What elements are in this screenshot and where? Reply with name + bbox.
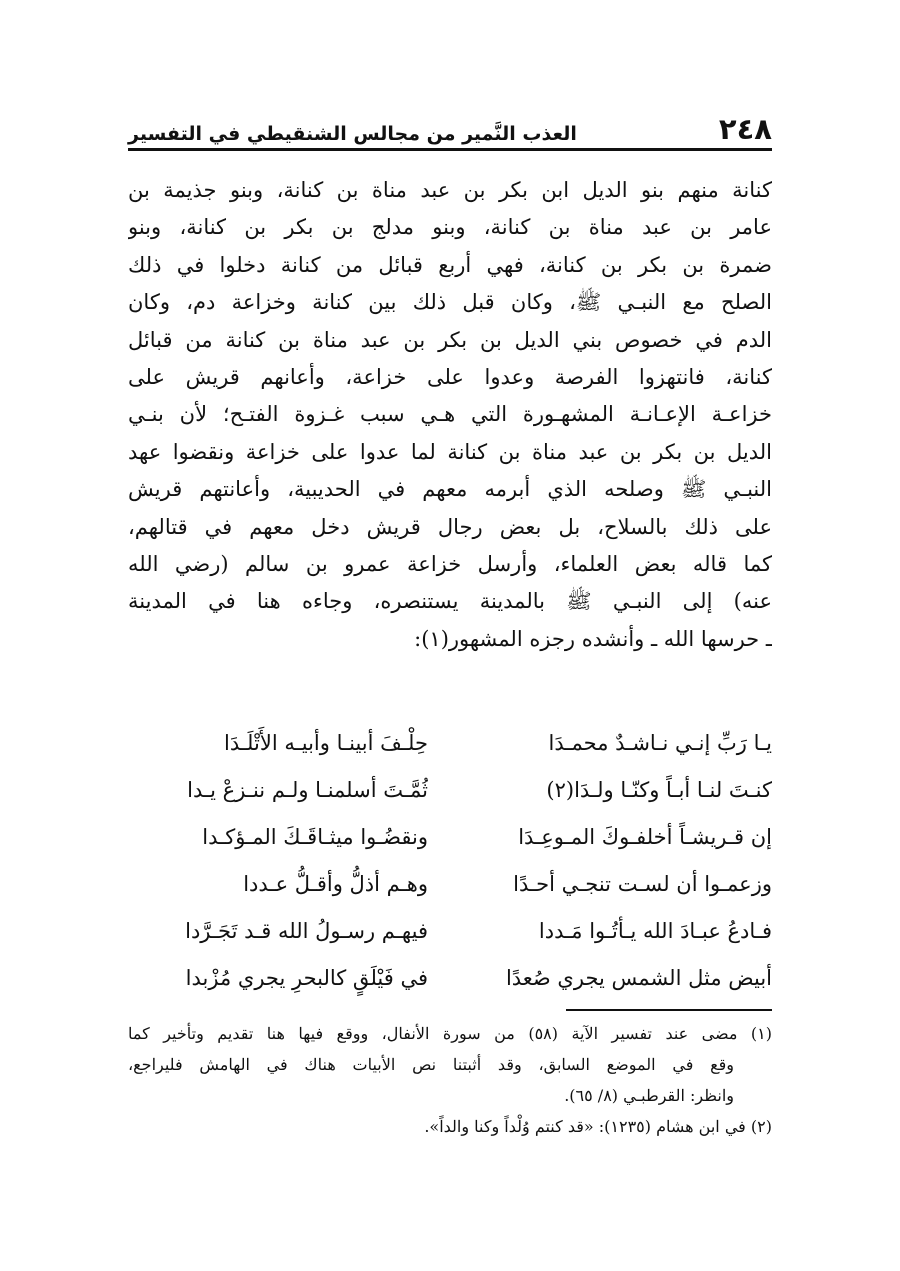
poem-verse — [128, 955, 772, 1002]
body-line: الديل بن بكر بن عبد مناة بن كنانة لما عدوا على خزاعة ونقضوا عهد — [128, 439, 772, 464]
second-hemistich: ونقضُـوا ميثـاقَـكَ المـؤكـدا — [202, 825, 428, 849]
body-line: عنه) إلى النبـي ﷺ بالمدينة يستنصره، وجاءه هنا في المدينة — [128, 589, 772, 614]
first-hemistich: كنـتَ لنـا أبـاً وكنّـا ولـدَا(٢) — [546, 778, 772, 802]
footnote-1-line: (١) مضى عند تفسير الآية (٥٨) من سورة الأنفال، ووقع فيها هنا تقديم وتأخير كما — [128, 1024, 772, 1043]
body-line: كما قاله بعض العلماء، وأرسل خزاعة عمرو بن سالم (رضي الله — [128, 551, 772, 576]
poem-verse — [128, 908, 772, 955]
first-hemistich: وزعمـوا أن لسـت تنجـي أحـدًا — [513, 872, 772, 896]
header-rule — [128, 148, 772, 151]
poem-verse — [128, 720, 772, 767]
footnote-1-line: وقع في الموضع السابق، وقد أثبتنا نص الأبيات هناك في الهامش فليراجع، — [128, 1055, 734, 1074]
body-line: ـ حرسها الله ـ وأنشده رجزه المشهور(١): — [414, 626, 772, 651]
body-line: على ذلك بالسلاح، بل بعض رجال قريش دخل معهم في قتالهم، — [128, 514, 772, 539]
poem — [128, 720, 772, 1002]
body-line: خزاعـة الإعـانـة المشهـورة التي هـي سبب غـزوة الفتـح؛ لأن بنـي — [128, 402, 772, 427]
body-line: النبـي ﷺ وصلحه الذي أبرمه معهم في الحديبية، وأعانتهم قريش — [128, 477, 772, 502]
body-line: عامر بن عبد مناة بن كنانة، وبنو مدلج بن بكر بن كنانة، وبنو — [128, 215, 772, 240]
body-line: كنانة منهم بنو الديل ابن بكر بن عبد مناة بن كنانة، وبنو جذيمة بن — [128, 178, 772, 202]
second-hemistich: ثُمَّـتَ أسلمنـا ولـم ننـزعْ يـدا — [187, 778, 428, 802]
footnote-2: (٢) في ابن هشام (١٢٣٥): «قد كنتم وُلْداً وكنا والداً». — [424, 1117, 772, 1136]
second-hemistich: حِلْـفَ أبينـا وأبيـه الأَتْلَـدَا — [224, 731, 428, 755]
page-header — [128, 104, 772, 144]
running-title: العذب النَّمير من مجالس الشنقيطي في التفسير — [128, 123, 577, 145]
first-hemistich: إن قـريشـاً أخلفـوكَ المـوعِـدَا — [518, 825, 772, 849]
body-line: ضمرة بن بكر بن كنانة، فهي أربع قبائل من كنانة دخلوا في ذلك — [128, 252, 772, 277]
poem-verse — [128, 767, 772, 814]
second-hemistich: وهـم أذلُّ وأقـلُّ عـددا — [243, 872, 428, 896]
footnote-1-line: وانظر: القرطبـي (٨/ ٦٥). — [564, 1086, 734, 1105]
first-hemistich: يـا رَبِّ إنـي نـاشـدٌ محمـدَا — [548, 731, 772, 755]
body-line: الدم في خصوص بني الديل بن بكر بن عبد مناة بن كنانة من قبائل — [128, 327, 772, 352]
second-hemistich: في فَيْلَقٍ كالبحرِ يجري مُزْبدا — [185, 966, 428, 990]
body-text — [128, 172, 772, 658]
footnotes — [128, 1018, 772, 1142]
footnote-separator — [566, 1009, 772, 1011]
poem-verse — [128, 861, 772, 908]
body-line: الصلح مع النبـي ﷺ، وكان قبل ذلك بين كنانة وخزاعة دم، وكان — [128, 290, 772, 315]
first-hemistich: أبيض مثل الشمس يجري صُعدًا — [505, 966, 772, 990]
body-line: كنانة، فانتهزوا الفرصة وعدوا على خزاعة، وأعانهم قريش على — [128, 364, 772, 389]
page-number: ٢٤٨ — [718, 112, 772, 146]
first-hemistich: فـادعُ عبـادَ الله يـأتُـوا مَـددا — [538, 919, 772, 943]
poem-verse — [128, 814, 772, 861]
second-hemistich: فيهـم رسـولُ الله قـد تَجَـرَّدا — [185, 919, 428, 943]
